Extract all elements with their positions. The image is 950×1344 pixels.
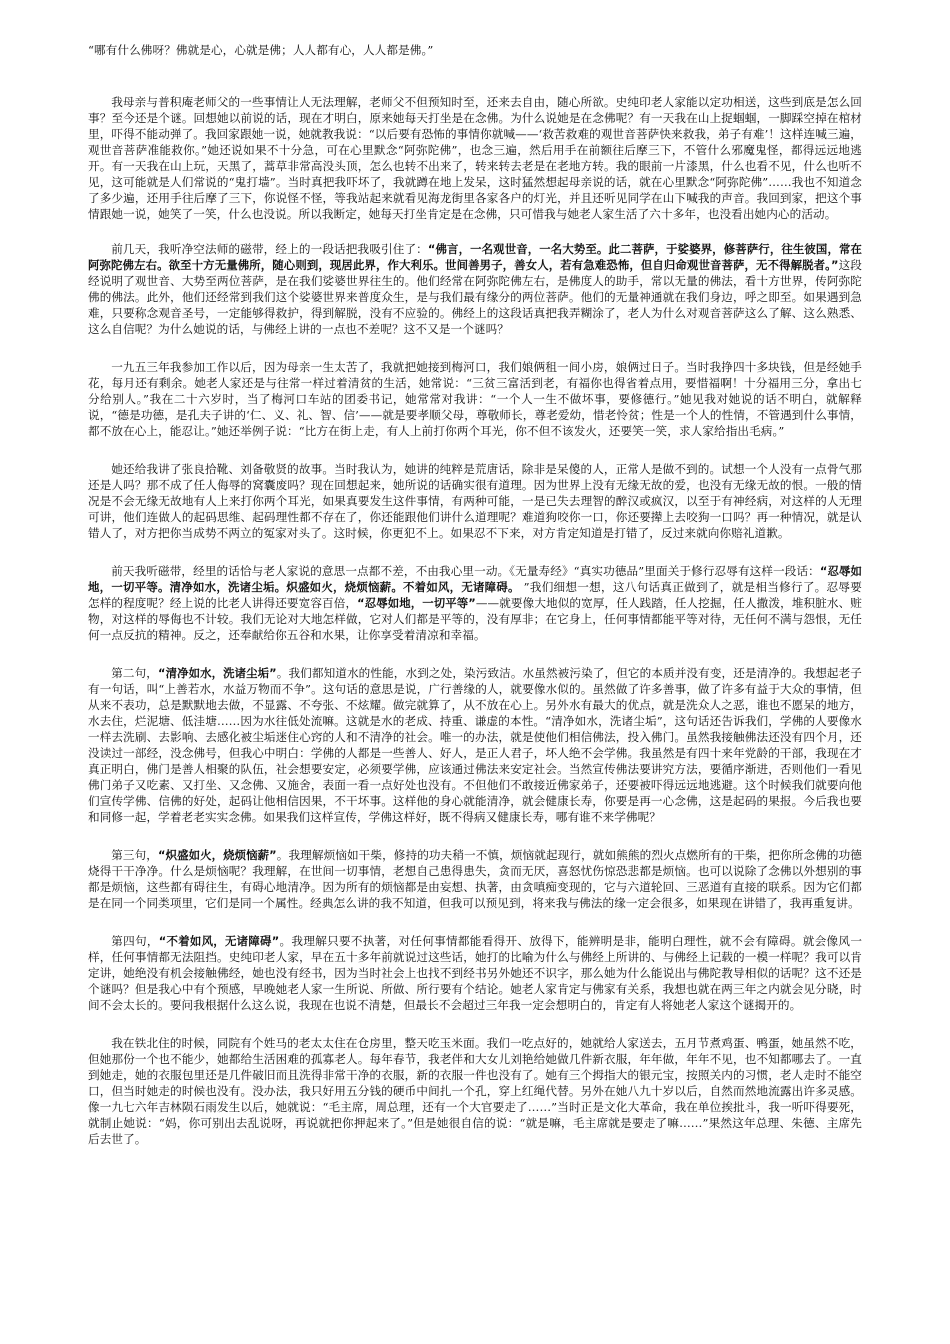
text-run: 她还给我讲了张良拾靴、刘备敬贤的故事。当时我认为，她讲的纯粹是荒唐话，除非是呆傻的人，正常人是做不到的。试想一个人没有一点骨气那还是人吗？那不成了任人侮辱的窝囊废吗？现在回想起来，她所说的话确实很有道理。因为世界上没有无缘无故的爱，也没有无缘无故的恨。一般的情况是不会无缘无故地有人上来打你两个耳光，如果真要发生这件事情，有两种可能，一是已失去理智的醉汉或疯汉，以至于有神经病，对这样的人无理可讲，他们连做人的起码思维、起码理性都不存在了，你还能跟他们讲什么道理呢？难道狗咬你一口，你还要撵上去咬狗一口吗？再一种情况，就是认错人了，对方把你当成势不两立的冤家对头了。这时候，你更犯不上。如果忍不下来，对方肯定知道是打错了，反过来就向你赔礼道歉。: [88, 462, 862, 540]
bold-quote: “忍辱如地，一切平等”: [357, 596, 476, 610]
text-run: 第四句，: [111, 934, 159, 948]
paragraph-patience-earth: [88, 563, 862, 643]
text-run: 前几天，我听净空法师的磁带，经上的一段话把我吸引住了：: [111, 242, 428, 256]
text-run: 我在铁北住的时候，同院有个姓马的老太太住在仓房里，整天吃玉米面。我们一吃点好的，她就给人家送去，五月节煮鸡蛋、鸭蛋，她虽然不吃，但她那份一个也不能少，她都给生活困难的孤寡老人。每年春节，我老伴和大女儿刘艳给她做几件新衣服，年年做，年年不见，也不知都哪去了。一直到她走，她的衣服包里还是几件破旧而且洗得非常干净的衣服，新的衣服一件也没有了。她有三个拇指大的银元宝，按照关内的习惯，老人走时不能空口，但当时她走的时候也没有。没办法，我只好用五分钱的硬币中间扎一个孔，穿上红绳代替。另外在她八九十岁以后，自然而然地流露出许多灵感。像一九七六年吉林陨石雨发生以后，她就说：“毛主席，周总理，还有一个大官要走了……”当时正是文化大革命，我在单位挨批斗，我一听吓得要死，就制止她说：“妈，你可别出去乱说呀，再说就把你押起来了。”但是她很自信的说：“就是嘛，毛主席就是要走了嘛……”果然这年总理、朱德、主席先后去世了。: [88, 1036, 862, 1146]
paragraph-third-line-fire: [88, 847, 862, 911]
paragraph-second-line-water: [88, 665, 862, 825]
text-run: 一九五三年我参加工作以后，因为母亲一生太苦了，我就把她接到梅河口，我们娘俩租一间小房，娘俩过日子。当时我挣四十多块钱，但是经她手花，每月还有剩余。她老人家还是与往常一样过着清贫的生活，她常说：“三贫三富活到老，有福你也得省着点用，要惜福啊！十分福用三分，拿出七分给别人。”我在二十六岁时，当了梅河口车站的团委书记，她常常对我讲：“一个人一生不做坏事，要修德行。”她见我对她说的话不明白，就解释说，“德是功德，是孔夫子讲的‘仁、义、礼、智、信’——就是要孝顺父母，尊敬师长，尊老爱幼，惜老怜贫；性是一个人的性情，不管遇到什么事情，都不放在心上，能忍让。”她还举例子说：“比方在街上走，有人上前打你两个耳光，你不但不该发火，还要笑一笑，求人家给指出毛病。”: [88, 360, 862, 438]
bold-quote: “不着如风，无诸障碍”: [158, 934, 280, 948]
text-run: “哪有什么佛呀？佛就是心，心就是佛；人人都有心，人人都是佛。”: [88, 43, 434, 57]
paragraph-old-lady-ma: [88, 1035, 862, 1147]
bold-quote: “忍辱如地，一切平等。清净如水，洗诸尘垢。炽盛如火，烧烦恼薪。不着如风，无诸障碍。: [88, 564, 862, 594]
text-run: 第三句，: [111, 848, 159, 862]
text-run: 这段经说明了观世音、大势至两位菩萨，是在我们娑婆世界往生的。他们经常在阿弥陀佛左右，是佛度人的助手，常以无量的佛法，看十方世界，传阿弥陀佛的佛法。此外，他们还经常到我们这个娑婆世界来普度众生，是与我们最有缘分的两位菩萨。他们的无量神通就在我们身边，呼之即至。如果遇到急难，只要称念观音圣号，一定能够得救护，得到解脱，没有不应验的。佛经上的这段话真把我弄糊涂了，老人为什么对观音菩萨这么了解、这么熟悉、这么自信呢？为什么她说的话，与佛经上讲的一点也不差呢？这不又是一个谜吗？: [88, 258, 863, 336]
text-run: 。我理解只要不执著，对任何事情都能看得开、放得下，能辨明是非，能明白理性，就不会有障碍。就会像风一样，任何事情都无法阻挡。史纯印老人家，早在五十多年前就说过这些话，她打的比喻为什么与佛经上所讲的、与佛经上记载的一模一样呢？我可以肯定讲，她绝没有机会接触佛经，她也没有经书，因为当时社会上也找不到经书另外她还不识字，那么她为什么能说出与佛陀教导相似的话呢？这不还是个谜吗？但是我心中有个预感，早晚她老人家一生所说、所做、所行要有个结论。她老人家肯定与佛家有关系，我想也就在两三年之内就会见分晓，时间不会太长的。要问我根据什么这么说，我现在也说不清楚，但最长不会超过三年我一定会想明白的，肯定有人将她老人家这个谜揭开的。: [88, 934, 863, 1012]
paragraph-sutra-bodhisattvas: [88, 241, 862, 337]
paragraph-1953-work: [88, 359, 862, 439]
bold-quote: “佛言，一名观世音，一名大势至。此二菩萨，于娑婆界，修菩萨行，往生彼国，常在阿弥陀佛左右。欲至十方无量佛所，随心则到，现居此界，作大利乐。世间善男子，善女人，若有急难恐怖，但自归命观世音菩萨，无不得解脱者。”: [88, 242, 862, 272]
paragraph-forbearance-stories: [88, 461, 862, 541]
text-run: 第二句，: [111, 666, 159, 680]
paragraph-fourth-line-wind: [88, 933, 862, 1013]
text-run: ——就要像大地似的宽厚，任人践踏，任人挖掘，任人撒泼，堆积脏水、赃物，对这样的辱侮也不计较。我们无论对大地怎样做，它对人们都是平等的，没有厚非；在它身上，任何事情都能平等对待，无任何不满与怨恨，无任何一点反抗的精神。反之，还奉献给你五谷和水果，让你享受着清凉和幸福。: [88, 596, 862, 642]
bold-quote: “炽盛如火，烧烦恼薪”: [158, 848, 277, 862]
bold-quote: “清净如水，洗诸尘垢”: [158, 666, 277, 680]
text-run: 我母亲与普积庵老师父的一些事情让人无法理解，老师父不但预知时至，还来去自由，随心所欲。史纯印老人家能以定功相送，这些到底是怎么回事？至今还是个谜。回想她以前说的话，现在才明白，原来她每天打坐是在念佛。为什么说她是在念佛呢？有一天我在山上捉蝈蝈，一脚踩空掉在棺材里，吓得不能动弹了。我回家跟她一说，她就教我说：“以后要有恐怖的事情你就喊——‘救苦救难的观世音菩萨快来救我，弟子有难’！这样连喊三遍，观世音菩萨准能救你。”她还说如果不十分急，可在心里默念“阿弥陀佛”，也念三遍，然后用手在前额往后摩三下，不管什么邪魔鬼怪，都得远远地逃开。有一天我在山上玩，天黑了，蒿草非常高没头顶，怎么也转不出来了，转来转去老是在老地方转。我的眼前一片漆黑，什么也看不见，什么也听不见，这可能就是人们常说的“鬼打墙”。当时真把我吓坏了，我就蹲在地上发呆，这时猛然想起母亲说的话，就在心里默念“阿弥陀佛”……我也不知道念了多少遍，还用手往后摩了三下，你说怪不怪，等我站起来就看见海龙街里各家各户的灯光，并且还听见同学在山下喊我的声音。我回到家，把这个事情跟她一说，她笑了一笑，什么也没说。所以我断定，她每天打坐肯定是在念佛，只可惜我与她老人家生活了六十多年，也没看出她内心的活动。: [88, 95, 862, 221]
text-run: 。我理解烦恼如干柴，修持的功夫稍一不慎，烦恼就起现行，就如熊熊的烈火点燃所有的干柴，把你所念佛的功德烧得干干净净。什么是烦恼呢？我理解，在世间一切事情，老想自己患得患失，贪而无厌，喜怒忧伤惊恐悲都是烦恼。也可以说除了念佛以外想别的事都是烦恼，这些都有碍往生，有碍心地清净。因为所有的烦恼都是由妄想、执著，由贪嗔痴变现的，它与六道轮回、三恶道有直接的联系。因为它们都是在同一个同类项里，它们是同一个属性。经典怎么讲的我不知道，但我可以预见到，将来我与佛法的缘一定会很多，如果现在讲错了，我再重复讲。: [88, 848, 862, 910]
text-run: ”我们细想一想，这八句话真正做到了，就是相当修行了。忍辱要怎样的程度呢？经上说的比老人讲得还要宽容百倍，: [88, 580, 862, 610]
paragraph-mother-prayer: [88, 94, 862, 222]
text-run: 。我们都知道水的性能，水到之处，染污致洁。水虽然被污染了，但它的本质并没有变，还是清净的。我想起老子有一句话，叫“上善若水，水益万物而不争”。这句话的意思是说，广行善缘的人，就要像水似的。虽然做了许多善事，做了许多有益于大众的事情，但从来不表功，总是默默地去做，不显露、不夸张、不炫耀。做完就算了，从不放在心上。另外水有最大的优点，就是洗众人之恶，谁也不愿呆的地方，水去住，烂泥塘、低洼塘……因为水往低处流嘛。这就是水的老成、持重、谦虚的本性。“清净如水，洗诸尘垢”，这句话还告诉我们，学佛的人要像水一样去洗刷、去影响、去感化被尘垢迷住心窍的人和不清净的社会。唯一的办法，就是使他们相信佛法，投入佛门。虽然我接触佛法还没有四个月，还没读过一部经，没念佛号，但我心中明白：学佛的人都是一些善人、好人，是正人君子，坏人绝不会学佛。我虽然是有四十来年党龄的干部，我现在才真正明白，佛门是善人相聚的队伍，社会想要安定，必须要学佛，应该通过佛法来安定社会。当然宣传佛法要讲究方法，要循序渐进，否则他们一看见佛门弟子又吃素、又打坐、又念佛、又施舍，表面一看一点好处也没有。不但他们不敢接近佛家弟子，还要被吓得远远地逃避。这个时候我们就要向他们宣传学佛、信佛的好处，起码让他相信因果，不干坏事。这样他的身心就能清净，就会健康长寿，你要是再一心念佛，这是起码的果报。今后我也要和同修一起，学着老老实实念佛。如果我们这样宣传，学佛这样好，既不得病又健康长寿，哪有谁不来学佛呢？: [88, 666, 862, 824]
paragraph-quote: [88, 42, 862, 58]
text-run: 前天我听磁带，经里的话恰与老人家说的意思一点都不差，不由我心里一动。《无量寿经》“真实功德品”里面关于修行忍辱有这样一段话：: [111, 564, 820, 578]
